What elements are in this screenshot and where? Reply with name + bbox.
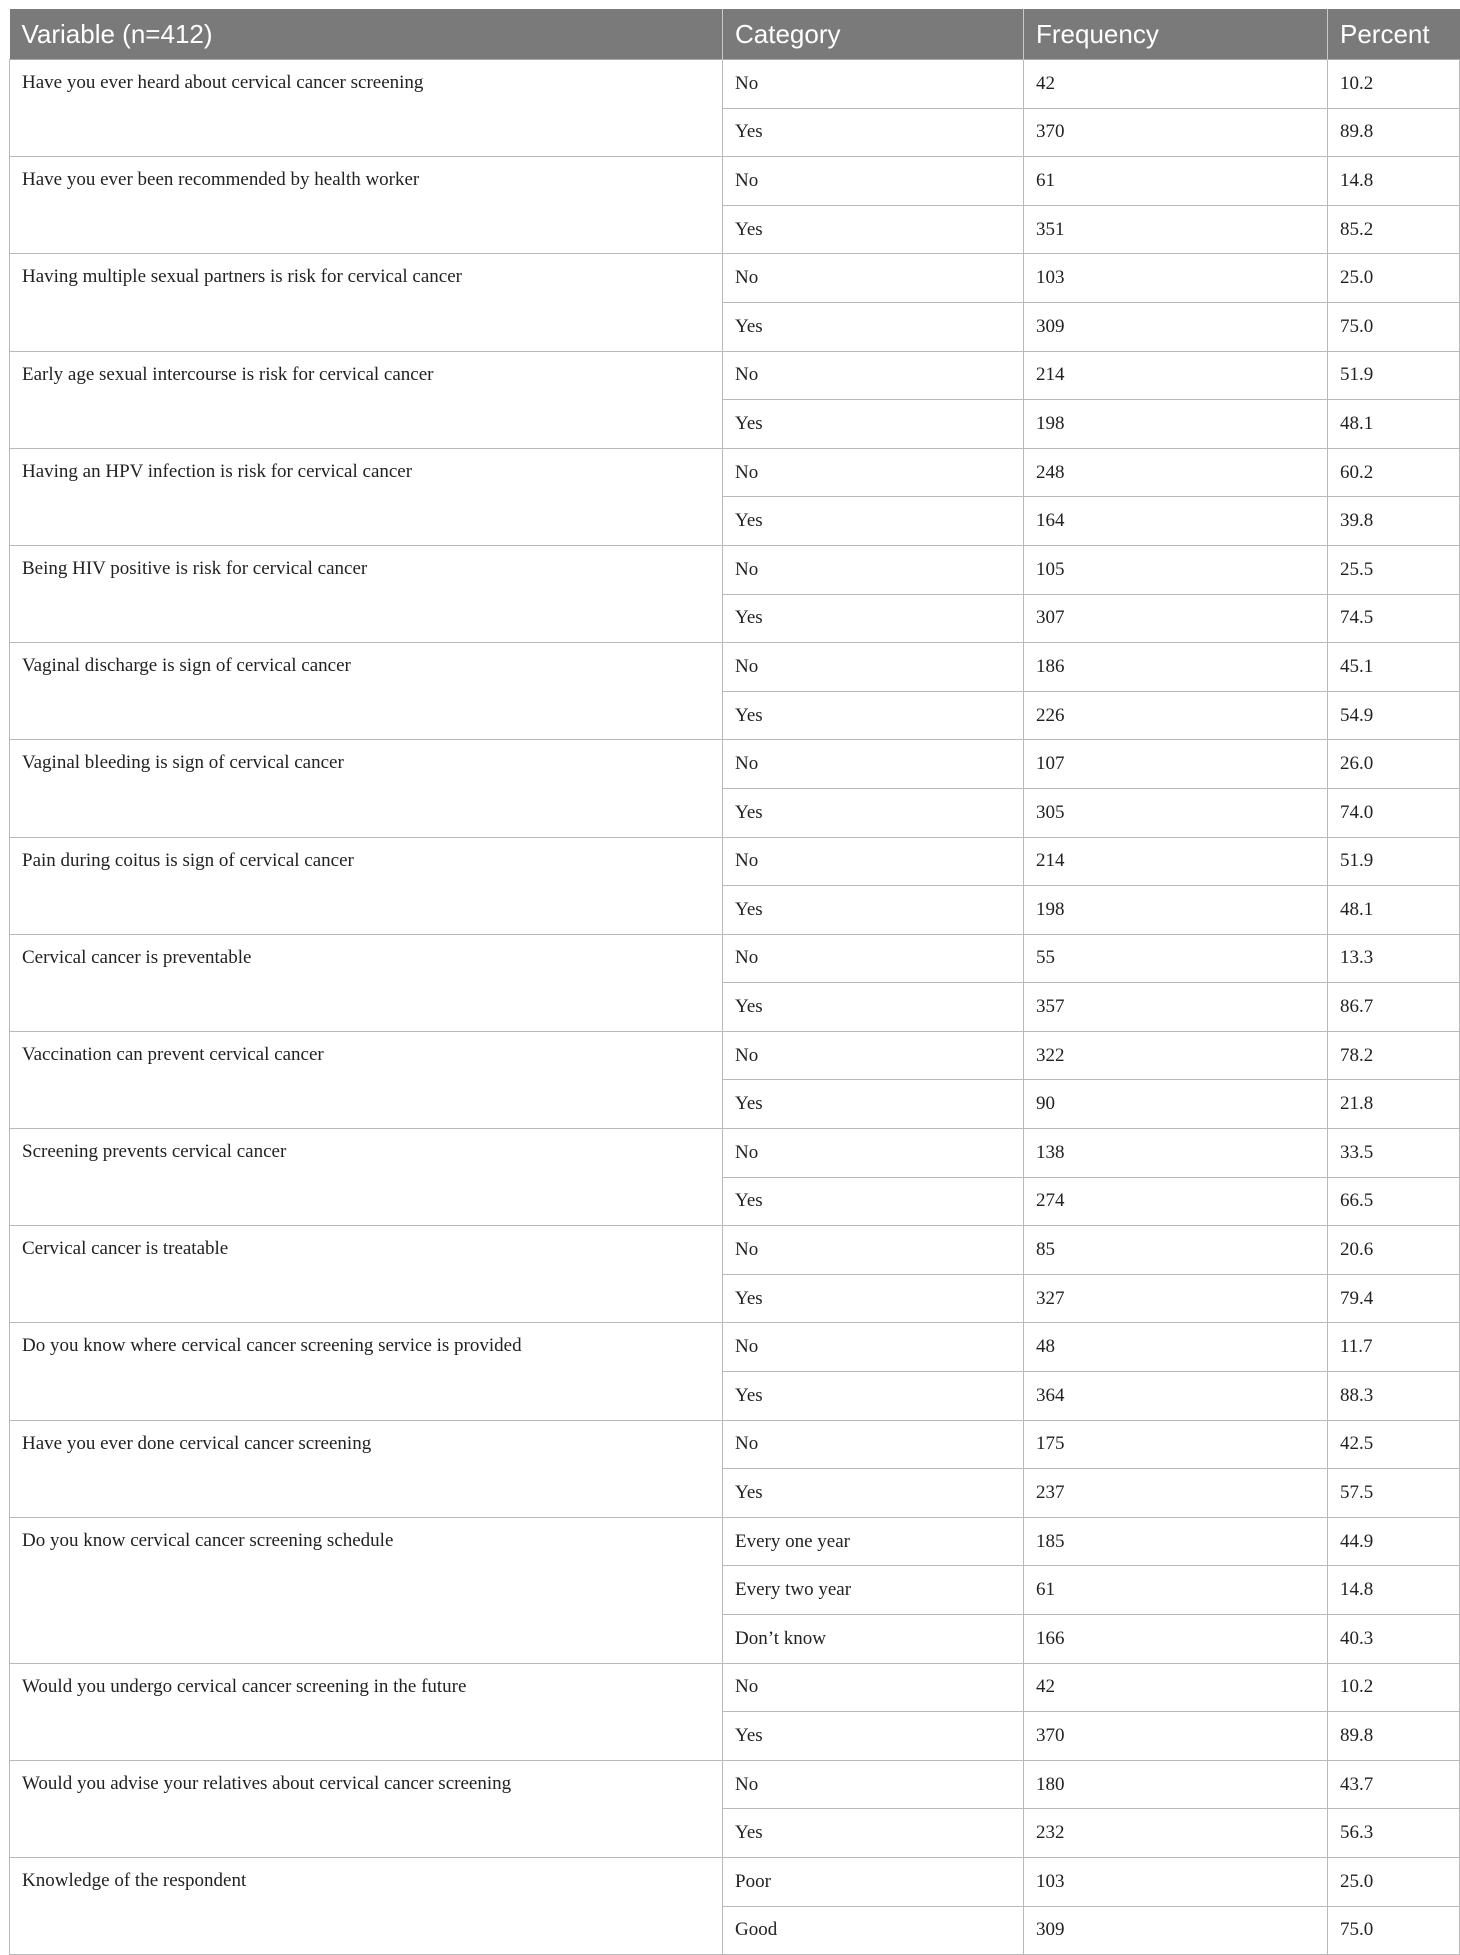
frequency-cell: 305 — [1024, 788, 1328, 837]
category-cell: No — [723, 351, 1024, 400]
percent-cell: 89.8 — [1328, 1712, 1460, 1761]
header-row — [10, 9, 1460, 60]
table-row — [10, 1663, 1460, 1712]
variable-cell: Have you ever been recommended by health worker — [10, 157, 723, 254]
frequency-cell: 166 — [1024, 1615, 1328, 1664]
frequency-cell: 198 — [1024, 400, 1328, 449]
category-cell: No — [723, 643, 1024, 692]
percent-cell: 78.2 — [1328, 1031, 1460, 1080]
variable-cell: Have you ever done cervical cancer screening — [10, 1420, 723, 1517]
table-row — [10, 254, 1460, 303]
category-cell: No — [723, 1760, 1024, 1809]
frequency-cell: 322 — [1024, 1031, 1328, 1080]
frequency-cell: 42 — [1024, 1663, 1328, 1712]
category-cell: Every two year — [723, 1566, 1024, 1615]
table-row — [10, 1517, 1460, 1566]
percent-cell: 75.0 — [1328, 1906, 1460, 1955]
percent-cell: 13.3 — [1328, 934, 1460, 983]
frequency-cell: 248 — [1024, 448, 1328, 497]
percent-cell: 51.9 — [1328, 837, 1460, 886]
percent-cell: 14.8 — [1328, 1566, 1460, 1615]
category-cell: No — [723, 934, 1024, 983]
table-row — [10, 351, 1460, 400]
percent-cell: 25.5 — [1328, 545, 1460, 594]
frequency-cell: 226 — [1024, 691, 1328, 740]
variable-cell: Knowledge of the respondent — [10, 1857, 723, 1954]
table-row — [10, 448, 1460, 497]
percent-cell: 56.3 — [1328, 1809, 1460, 1858]
category-cell: No — [723, 1323, 1024, 1372]
frequency-cell: 357 — [1024, 983, 1328, 1032]
frequency-cell: 237 — [1024, 1469, 1328, 1518]
table-row — [10, 1323, 1460, 1372]
frequency-cell: 103 — [1024, 254, 1328, 303]
frequency-cell: 370 — [1024, 1712, 1328, 1761]
category-cell: No — [723, 448, 1024, 497]
variable-cell: Pain during coitus is sign of cervical cancer — [10, 837, 723, 934]
table-row — [10, 934, 1460, 983]
frequency-cell: 175 — [1024, 1420, 1328, 1469]
category-cell: Yes — [723, 108, 1024, 157]
table-body — [10, 60, 1460, 1955]
category-cell: Yes — [723, 302, 1024, 351]
category-cell: Yes — [723, 497, 1024, 546]
header-variable: Variable (n=412) — [10, 9, 723, 60]
frequency-cell: 42 — [1024, 60, 1328, 109]
percent-cell: 89.8 — [1328, 108, 1460, 157]
percent-cell: 21.8 — [1328, 1080, 1460, 1129]
variable-cell: Would you undergo cervical cancer screening in the future — [10, 1663, 723, 1760]
percent-cell: 42.5 — [1328, 1420, 1460, 1469]
variable-cell: Do you know where cervical cancer screening service is provided — [10, 1323, 723, 1420]
category-cell: Yes — [723, 205, 1024, 254]
variable-cell: Vaginal bleeding is sign of cervical cancer — [10, 740, 723, 837]
percent-cell: 85.2 — [1328, 205, 1460, 254]
percent-cell: 25.0 — [1328, 1857, 1460, 1906]
frequency-cell: 107 — [1024, 740, 1328, 789]
variable-cell: Would you advise your relatives about cervical cancer screening — [10, 1760, 723, 1857]
variable-cell: Being HIV positive is risk for cervical cancer — [10, 545, 723, 642]
variable-cell: Having multiple sexual partners is risk for cervical cancer — [10, 254, 723, 351]
category-cell: Yes — [723, 1712, 1024, 1761]
category-cell: Yes — [723, 886, 1024, 935]
frequency-cell: 90 — [1024, 1080, 1328, 1129]
variable-cell: Cervical cancer is treatable — [10, 1226, 723, 1323]
percent-cell: 54.9 — [1328, 691, 1460, 740]
category-cell: No — [723, 1226, 1024, 1275]
header-frequency: Frequency — [1024, 9, 1328, 60]
frequency-cell: 61 — [1024, 157, 1328, 206]
category-cell: No — [723, 157, 1024, 206]
frequency-cell: 274 — [1024, 1177, 1328, 1226]
category-cell: No — [723, 837, 1024, 886]
category-cell: No — [723, 254, 1024, 303]
table-row — [10, 1129, 1460, 1178]
frequency-cell: 232 — [1024, 1809, 1328, 1858]
frequency-cell: 103 — [1024, 1857, 1328, 1906]
category-cell: Yes — [723, 691, 1024, 740]
category-cell: Yes — [723, 1809, 1024, 1858]
frequency-cell: 214 — [1024, 837, 1328, 886]
table-frame — [9, 9, 1459, 1955]
frequency-cell: 307 — [1024, 594, 1328, 643]
table-row — [10, 1226, 1460, 1275]
percent-cell: 33.5 — [1328, 1129, 1460, 1178]
category-cell: No — [723, 1129, 1024, 1178]
percent-cell: 88.3 — [1328, 1372, 1460, 1421]
percent-cell: 75.0 — [1328, 302, 1460, 351]
frequency-cell: 48 — [1024, 1323, 1328, 1372]
category-cell: Yes — [723, 594, 1024, 643]
variable-cell: Early age sexual intercourse is risk for cervical cancer — [10, 351, 723, 448]
percent-cell: 11.7 — [1328, 1323, 1460, 1372]
category-cell: Poor — [723, 1857, 1024, 1906]
percent-cell: 39.8 — [1328, 497, 1460, 546]
percent-cell: 48.1 — [1328, 886, 1460, 935]
variable-cell: Screening prevents cervical cancer — [10, 1129, 723, 1226]
table-row — [10, 1760, 1460, 1809]
frequency-cell: 214 — [1024, 351, 1328, 400]
frequency-cell: 327 — [1024, 1274, 1328, 1323]
frequency-cell: 309 — [1024, 1906, 1328, 1955]
percent-cell: 43.7 — [1328, 1760, 1460, 1809]
percent-cell: 74.5 — [1328, 594, 1460, 643]
category-cell: No — [723, 545, 1024, 594]
category-cell: No — [723, 1420, 1024, 1469]
percent-cell: 66.5 — [1328, 1177, 1460, 1226]
variable-cell: Cervical cancer is preventable — [10, 934, 723, 1031]
percent-cell: 44.9 — [1328, 1517, 1460, 1566]
variable-cell: Have you ever heard about cervical cancer screening — [10, 60, 723, 157]
frequency-cell: 105 — [1024, 545, 1328, 594]
percent-cell: 86.7 — [1328, 983, 1460, 1032]
table-row — [10, 1857, 1460, 1906]
percent-cell: 25.0 — [1328, 254, 1460, 303]
table-row — [10, 837, 1460, 886]
frequency-cell: 351 — [1024, 205, 1328, 254]
table-row — [10, 643, 1460, 692]
variable-cell: Do you know cervical cancer screening schedule — [10, 1517, 723, 1663]
percent-cell: 51.9 — [1328, 351, 1460, 400]
frequency-cell: 364 — [1024, 1372, 1328, 1421]
table-row — [10, 60, 1460, 109]
table-row — [10, 545, 1460, 594]
category-cell: No — [723, 60, 1024, 109]
category-cell: Don’t know — [723, 1615, 1024, 1664]
category-cell: Yes — [723, 788, 1024, 837]
variable-cell: Having an HPV infection is risk for cervical cancer — [10, 448, 723, 545]
frequency-cell: 370 — [1024, 108, 1328, 157]
percent-cell: 10.2 — [1328, 60, 1460, 109]
percent-cell: 20.6 — [1328, 1226, 1460, 1275]
frequency-cell: 186 — [1024, 643, 1328, 692]
percent-cell: 10.2 — [1328, 1663, 1460, 1712]
category-cell: Yes — [723, 1274, 1024, 1323]
percent-cell: 48.1 — [1328, 400, 1460, 449]
percent-cell: 60.2 — [1328, 448, 1460, 497]
percent-cell: 74.0 — [1328, 788, 1460, 837]
category-cell: No — [723, 740, 1024, 789]
header-percent: Percent — [1328, 9, 1460, 60]
frequency-cell: 85 — [1024, 1226, 1328, 1275]
percent-cell: 26.0 — [1328, 740, 1460, 789]
percent-cell: 79.4 — [1328, 1274, 1460, 1323]
category-cell: Every one year — [723, 1517, 1024, 1566]
data-table — [9, 9, 1460, 1955]
percent-cell: 40.3 — [1328, 1615, 1460, 1664]
table-row — [10, 1420, 1460, 1469]
category-cell: Yes — [723, 1372, 1024, 1421]
category-cell: Yes — [723, 1080, 1024, 1129]
percent-cell: 57.5 — [1328, 1469, 1460, 1518]
frequency-cell: 55 — [1024, 934, 1328, 983]
category-cell: Good — [723, 1906, 1024, 1955]
variable-cell: Vaccination can prevent cervical cancer — [10, 1031, 723, 1128]
frequency-cell: 138 — [1024, 1129, 1328, 1178]
frequency-cell: 309 — [1024, 302, 1328, 351]
frequency-cell: 180 — [1024, 1760, 1328, 1809]
category-cell: No — [723, 1031, 1024, 1080]
category-cell: No — [723, 1663, 1024, 1712]
variable-cell: Vaginal discharge is sign of cervical cancer — [10, 643, 723, 740]
percent-cell: 14.8 — [1328, 157, 1460, 206]
frequency-cell: 164 — [1024, 497, 1328, 546]
table-row — [10, 1031, 1460, 1080]
frequency-cell: 61 — [1024, 1566, 1328, 1615]
table-row — [10, 740, 1460, 789]
percent-cell: 45.1 — [1328, 643, 1460, 692]
frequency-cell: 185 — [1024, 1517, 1328, 1566]
table-row — [10, 157, 1460, 206]
category-cell: Yes — [723, 400, 1024, 449]
category-cell: Yes — [723, 1177, 1024, 1226]
category-cell: Yes — [723, 1469, 1024, 1518]
table-header — [10, 9, 1460, 60]
category-cell: Yes — [723, 983, 1024, 1032]
header-category: Category — [723, 9, 1024, 60]
frequency-cell: 198 — [1024, 886, 1328, 935]
